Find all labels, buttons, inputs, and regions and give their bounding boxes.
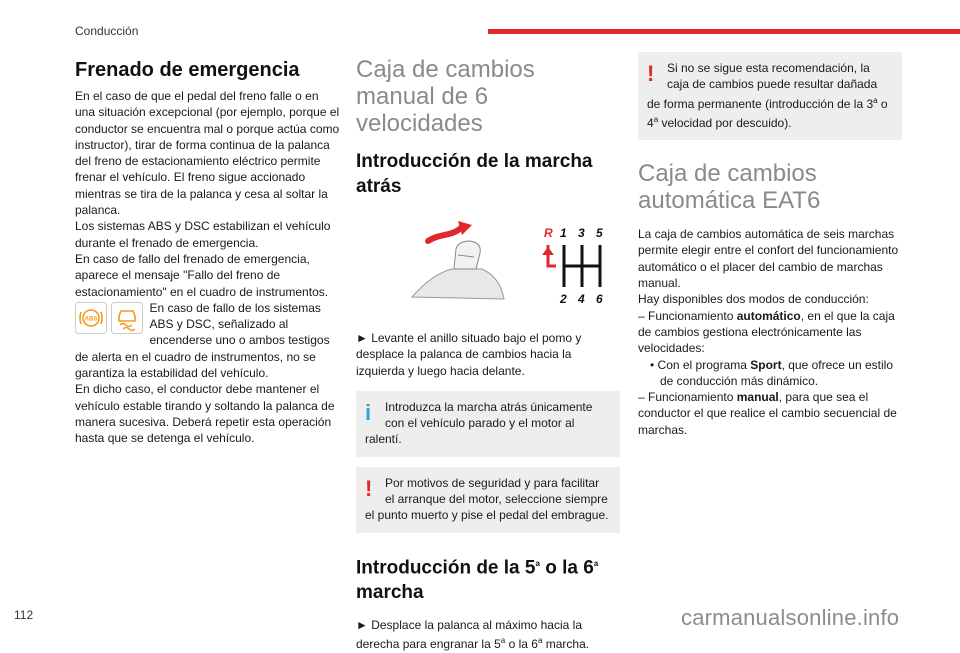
section-title-manual-gearbox: Caja de cambios manual de 6 velocidades bbox=[356, 56, 535, 137]
section-title-automatic-gearbox: Caja de cambios automática EAT6 bbox=[638, 160, 821, 215]
warning-lamps-block bbox=[75, 300, 340, 381]
bullet-sport-program: • Con el programa Sport, que ofrece un estilo de conducción más dinámico. bbox=[650, 357, 893, 388]
gear-label: 5 bbox=[596, 226, 603, 240]
dsc-warning-icon bbox=[111, 302, 143, 334]
gear-label: 2 bbox=[560, 292, 567, 306]
paragraph: ► Levante el anillo situado bajo el pomo y desplace la palanca de cambios hacia la izquierda y luego hacia delante. bbox=[356, 331, 582, 378]
info-icon: i bbox=[365, 399, 372, 425]
warning-icon: ! bbox=[647, 61, 655, 86]
gear-label: 6 bbox=[596, 292, 603, 306]
column-3 bbox=[638, 52, 902, 438]
gear-label: 4 bbox=[578, 292, 585, 306]
column-2 bbox=[356, 52, 620, 653]
gearshift-illustration bbox=[392, 219, 620, 309]
subsection-title-reverse: Introducción de la marcha atrás bbox=[356, 151, 593, 197]
paragraph: Hay disponibles dos modos de conducción: bbox=[638, 292, 869, 307]
mode-manual: – Funcionamiento manual, para que sea el conductor el que realice el cambio secuencial de marchas. bbox=[638, 390, 897, 437]
warning-icon: ! bbox=[365, 475, 373, 501]
gear-label: 3 bbox=[578, 226, 585, 240]
paragraph: Los sistemas ABS y DSC estabilizan el vehículo durante el frenado de emergencia. bbox=[75, 219, 331, 250]
gear-label: 1 bbox=[560, 226, 567, 240]
paragraph: En dicho caso, el conductor debe mantener el vehículo estable tirando y soltando la palanca de manera sucesiva. Deberá repetir esta operación hasta que se detenga el vehículo. bbox=[75, 382, 335, 446]
warning-note-text: Si no se sigue esta recomendación, la caja de cambios puede resultar dañada de forma permanente (introducción de la 3$^a$ o 4$^a$ velocidad por descuido). bbox=[647, 61, 888, 130]
gear-label-reverse: R bbox=[544, 226, 553, 240]
section-title-emergency-braking: Frenado de emergencia bbox=[75, 59, 300, 81]
watermark: carmanualsonline.info bbox=[681, 605, 900, 630]
info-note-text: Introduzca la marcha atrás únicamente con el vehículo parado y el motor al ralentí. bbox=[365, 399, 593, 447]
paragraph: ► Desplace la palanca al máximo hacia la derecha para engranar la 5$^a$ o la 6$^a$ marcha. bbox=[356, 618, 590, 652]
paragraph: La caja de cambios automática de seis marchas permite elegir entre el confort del funcionamiento automático o el placer del cambio de marchas manual. bbox=[638, 227, 899, 291]
page-number: 112 bbox=[14, 608, 34, 622]
warning-icons bbox=[75, 302, 143, 339]
warning-note bbox=[638, 52, 902, 140]
info-note bbox=[356, 391, 620, 457]
paragraph: En el caso de que el pedal del freno falle o en una situación excepcional (por ejemplo, porque el conductor se encuentra mal o porque actúa como instructor), tirar de forma continua de la palanca del freno de estacionamiento eléctrico permite frenar el vehículo. El freno sigue accionado mientras se tira de la palanca y cesa al soltar la palanca. bbox=[75, 89, 340, 218]
warning-note bbox=[356, 467, 620, 533]
svg-text:ABS: ABS bbox=[84, 316, 98, 323]
header-accent-bar bbox=[488, 29, 960, 34]
header-section-label: Conducción bbox=[75, 24, 139, 38]
subsection-title-5th-6th-gear: Introducción de la 5$^a$ o la 6$^a$ marcha bbox=[356, 557, 599, 603]
paragraph: En caso de fallo del frenado de emergencia, aparece el mensaje "Fallo del freno de estacionamiento" en el cuadro de instrumentos. bbox=[75, 251, 329, 299]
column-1 bbox=[75, 52, 340, 447]
warning-note-text: Por motivos de seguridad y para facilitar el arranque del motor, seleccione siempre el punto muerto y pise el pedal del embrague. bbox=[365, 475, 609, 523]
abs-warning-icon bbox=[75, 302, 107, 334]
paragraph: En caso de fallo de los sistemas ABS y DSC, señalizado al encenderse uno o ambos testigos de alerta en el cuadro de instrumentos, no se garantiza la estabilidad del vehículo. bbox=[75, 300, 330, 381]
mode-automatic: – Funcionamiento automático, en el que la caja de cambios gestiona electrónicamente las velocidades: bbox=[638, 308, 895, 356]
